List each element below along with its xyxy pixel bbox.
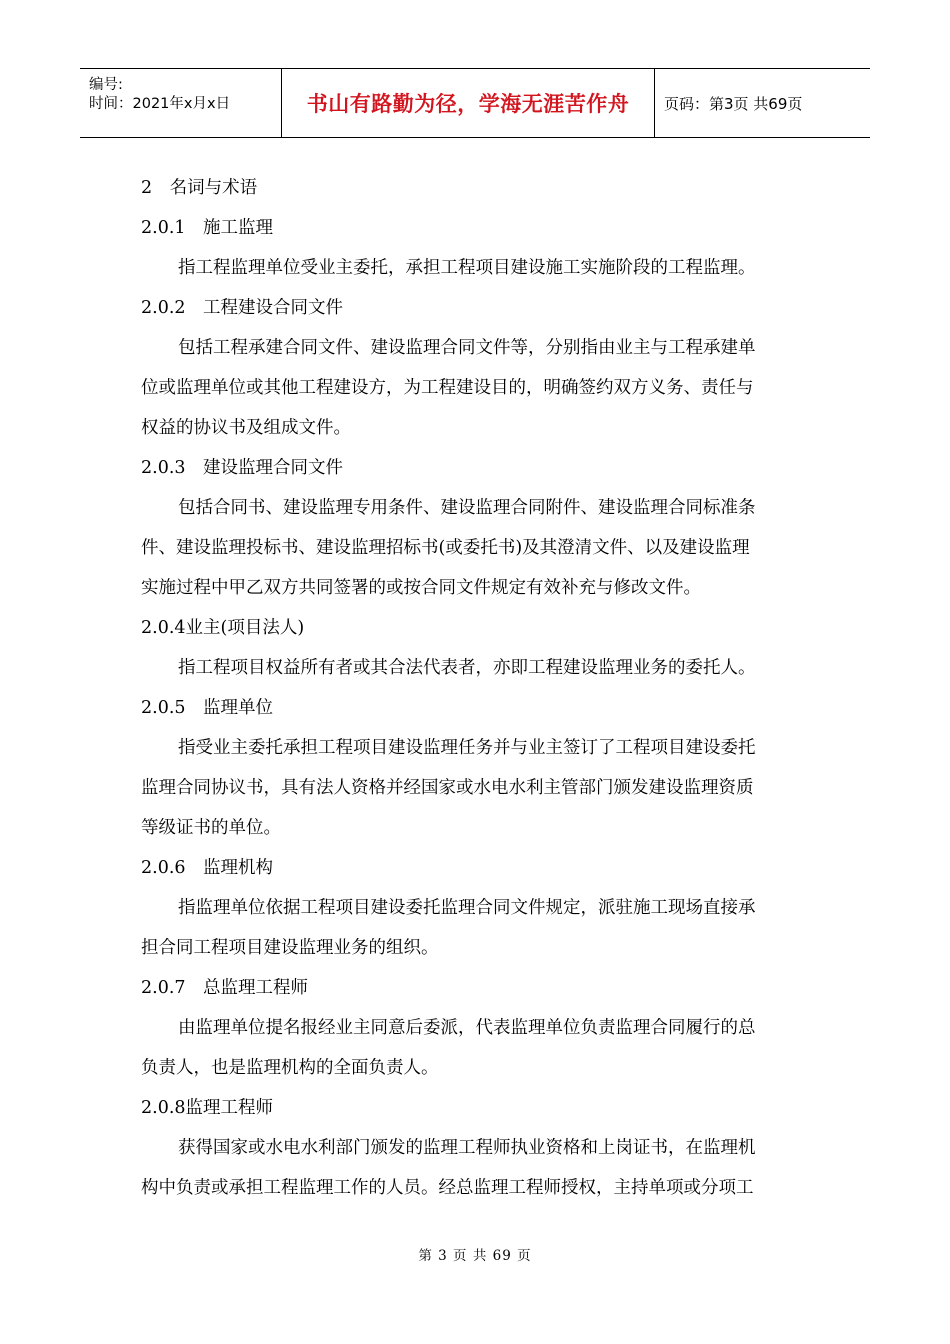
text-line: 实施过程中甲乙双方共同签署的或按合同文件规定有效补充与修改文件。 bbox=[141, 578, 701, 598]
document-date: 时间：2021年x月x日 bbox=[89, 96, 231, 112]
text-line: 2.0.3 建设监理合同文件 bbox=[141, 458, 344, 478]
text-line: 件、建设监理投标书、建设监理招标书(或委托书)及其澄清文件、以及建设监理 bbox=[141, 538, 750, 558]
text-line: 负责人，也是监理机构的全面负责人。 bbox=[141, 1058, 439, 1078]
text-line: 获得国家或水电水利部门颁发的监理工程师执业资格和上岗证书，在监理机 bbox=[178, 1138, 756, 1158]
text-line: 包括工程承建合同文件、建设监理合同文件等，分别指由业主与工程承建单 bbox=[178, 338, 756, 358]
text-line: 指工程项目权益所有者或其合法代表者，亦即工程建设监理业务的委托人。 bbox=[178, 658, 756, 678]
text-line: 等级证书的单位。 bbox=[141, 818, 281, 838]
text-line: 指监理单位依据工程项目建设委托监理合同文件规定，派驻施工现场直接承 bbox=[178, 898, 756, 918]
text-line: 权益的协议书及组成文件。 bbox=[141, 418, 351, 438]
text-line: 包括合同书、建设监理专用条件、建设监理合同附件、建设监理合同标准条 bbox=[178, 498, 756, 518]
header-motto: 书山有路勤为径，学海无涯苦作舟 bbox=[306, 92, 630, 116]
header-motto-cell bbox=[281, 69, 655, 137]
text-line: 2.0.8监理工程师 bbox=[141, 1098, 274, 1118]
text-line: 担合同工程项目建设监理业务的组织。 bbox=[141, 938, 439, 958]
text-line: 指工程监理单位受业主委托，承担工程项目建设施工实施阶段的工程监理。 bbox=[178, 258, 756, 278]
text-line: 2.0.6 监理机构 bbox=[141, 858, 274, 878]
text-line: 由监理单位提名报经业主同意后委派，代表监理单位负责监理合同履行的总 bbox=[178, 1018, 756, 1038]
header-page-cell bbox=[655, 69, 870, 137]
page-footer: 第 3 页 共 69 页 bbox=[418, 1248, 532, 1264]
page-header bbox=[80, 68, 870, 138]
document-body bbox=[141, 172, 813, 1212]
document-number-label: 编号: bbox=[89, 77, 123, 93]
text-line: 2.0.7 总监理工程师 bbox=[141, 978, 309, 998]
text-line: 监理合同协议书，具有法人资格并经国家或水电水利主管部门颁发建设监理资质 bbox=[141, 778, 754, 798]
header-info-cell bbox=[80, 69, 281, 137]
text-line: 2.0.1 施工监理 bbox=[141, 218, 274, 238]
text-line: 2 名词与术语 bbox=[141, 178, 258, 198]
text-line: 2.0.5 监理单位 bbox=[141, 698, 274, 718]
text-line: 构中负责或承担工程监理工作的人员。经总监理工程师授权，主持单项或分项工 bbox=[141, 1178, 754, 1198]
text-line: 2.0.4业主(项目法人) bbox=[141, 618, 305, 638]
text-line: 2.0.2 工程建设合同文件 bbox=[141, 298, 344, 318]
text-line: 位或监理单位或其他工程建设方，为工程建设目的，明确签约双方义务、责任与 bbox=[141, 378, 754, 398]
text-line: 指受业主委托承担工程项目建设监理任务并与业主签订了工程项目建设委托 bbox=[178, 738, 756, 758]
header-page-info: 页码：第3页 共69页 bbox=[664, 94, 803, 113]
